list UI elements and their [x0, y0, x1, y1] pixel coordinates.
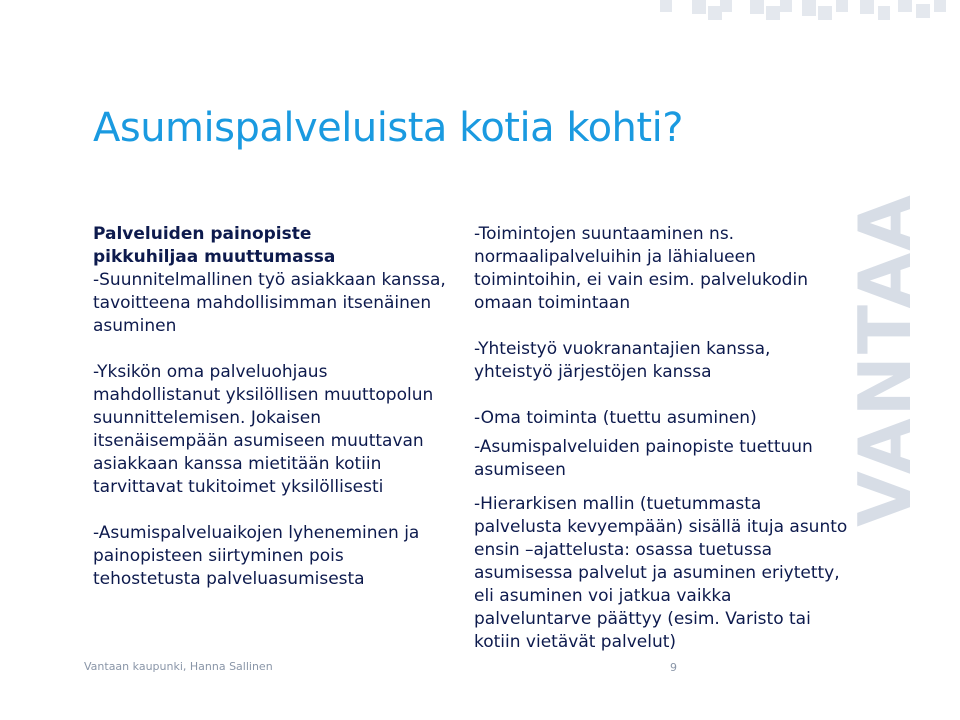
vantaa-logo: VANTAA	[843, 193, 927, 527]
decorative-squares	[660, 0, 960, 22]
slide-title: Asumispalveluista kotia kohti?	[93, 105, 683, 151]
left-paragraph-3: -Asumispalveluaikojen lyheneminen ja painopisteen siirtyminen pois tehostetusta palveluasumisesta	[93, 523, 420, 589]
right-paragraph-5: -Hierarkisen mallin (tuetummasta palvelusta kevyempään) sisällä ituja asunto ensin –ajattelusta: osassa tuetussa asumisessa palvelut ja asuminen eriytetty, eli asuminen voi jatkua vaikka palveluntarve päättyy (esim. Varisto tai kotiin vietävät palvelut)	[474, 494, 848, 652]
footer-text: Vantaan kaupunki, Hanna Sallinen	[84, 660, 273, 673]
left-heading-line1: Palveluiden painopiste	[93, 224, 312, 244]
left-paragraph-2: -Yksikön oma palveluohjaus mahdollistanut yksilöllisen muuttopolun suunnittelemisen. Jokaisen itsenäisempään asumiseen muuttavan asiakkaan kanssa mietitään kotiin tarvittavat tukitoimet yksilöllisesti	[93, 362, 434, 497]
right-paragraph-3: -Oma toiminta (tuettu asuminen)	[474, 408, 757, 428]
right-column	[474, 223, 854, 654]
page-number: 9	[670, 661, 677, 674]
right-paragraph-1: -Toimintojen suuntaaminen ns. normaalipalveluihin ja lähialueen toimintoihin, ei vain esim. palvelukodin omaan toimintaan	[474, 224, 808, 313]
left-heading-line2: pikkuhiljaa muuttumassa	[93, 247, 336, 267]
left-column	[93, 223, 453, 591]
right-paragraph-4: -Asumispalveluiden painopiste tuettuun asumiseen	[474, 437, 813, 480]
left-paragraph-1: -Suunnitelmallinen työ asiakkaan kanssa, tavoitteena mahdollisimman itsenäinen asuminen	[93, 270, 446, 336]
right-paragraph-2: -Yhteistyö vuokranantajien kanssa, yhteistyö järjestöjen kanssa	[474, 339, 771, 382]
